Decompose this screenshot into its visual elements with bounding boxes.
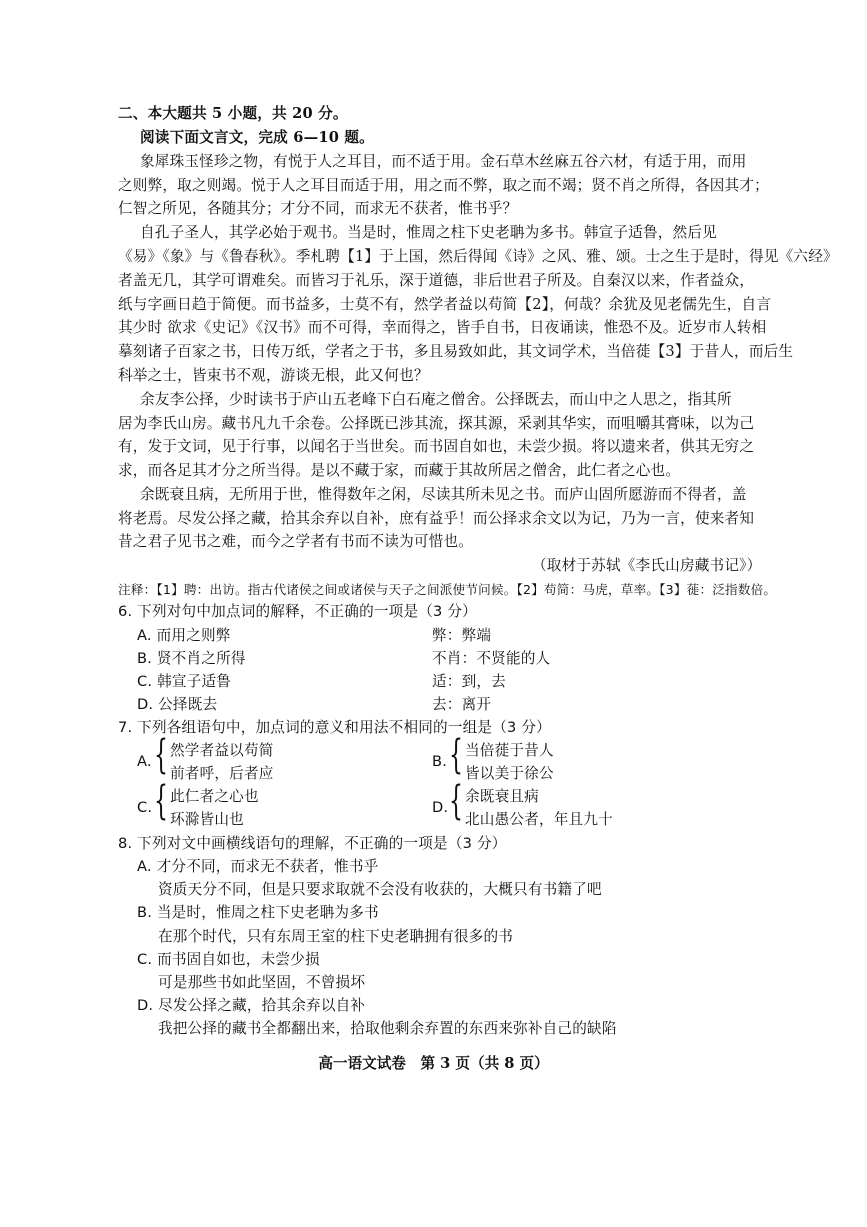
passage-line: 象犀珠玉怪珍之物，有悦于人之耳目，而不适于用。金石草木丝麻五谷六材，有适于用，而用 <box>140 153 747 170</box>
q7-option-a-line2: 前者呼，后者应 <box>170 765 274 782</box>
q6-option-c-gloss: 适：到，去 <box>432 673 506 690</box>
passage-line: 求，而各足其才分之所当得。是以不藏于家，而藏于其故所居之僧舍，此仁者之心也。 <box>118 462 681 479</box>
brace-icon: { <box>449 732 463 778</box>
q8-option-d: D. 尽发公择之藏，拾其余弃以自补 <box>137 997 366 1014</box>
q6-option-a-gloss: 弊：弊端 <box>432 627 492 644</box>
passage-line: 仁智之所见，各随其分；才分不同，而求无不获者，惟书乎？ <box>118 200 518 217</box>
q7-option-b-label: B. <box>432 753 448 770</box>
passage-line: 之则弊，取之则竭。悦于人之耳目而适于用，用之而不弊，取之而不竭；贤不肖之所得，各因其才； <box>118 177 769 194</box>
brace-icon: { <box>154 778 168 824</box>
q8-option-b: B. 当是时，惟周之柱下史老聃为多书 <box>137 904 379 921</box>
q7-option-c-label: C. <box>137 799 153 816</box>
passage-line: 居为李氏山房。藏书凡九千余卷。公择既已涉其流，探其源，采剥其华实，而咀嚼其膏味，以为己 <box>118 415 755 432</box>
q7-option-a-label: A. <box>137 753 152 770</box>
passage-line: 昔之君子见书之难，而今之学者有书而不读为可惜也。 <box>118 533 474 550</box>
source-citation: （取材于苏轼《李氏山房藏书记》） <box>532 557 762 574</box>
q8-option-a: A. 才分不同，而求无不获者，惟书乎 <box>137 858 379 875</box>
passage-line: 有，发于文词，见于行事，以闻名于当世矣。而书固自如也，未尝少损。将以遗来者，供其无穷之 <box>118 438 755 455</box>
q8-stem: 8. 下列对文中画横线语句的理解，不正确的一项是（3 分） <box>118 835 507 852</box>
q8-option-b-translation: 在那个时代，只有东周王室的柱下史老聃拥有很多的书 <box>158 928 514 945</box>
q7-option-d-line2: 北山愚公者，年且九十 <box>465 811 613 828</box>
q7-option-a-line1: 然学者益以苟简 <box>170 742 274 759</box>
passage-line: 余友李公择，少时读书于庐山五老峰下白石庵之僧舍。公择既去，而山中之人思之，指其所 <box>140 391 732 408</box>
q8-option-c-translation: 可是那些书如此坚固，不曾损坏 <box>158 974 366 991</box>
q7-option-d-label: D. <box>432 799 449 816</box>
brace-icon: { <box>154 732 168 778</box>
passage-line: 摹刻诸子百家之书，日传万纸，学者之于书，多且易致如此，其文词学术，当倍蓰【3】于昔人，而后生 <box>118 343 794 360</box>
q6-option-d-gloss: 去：离开 <box>432 696 492 713</box>
q6-option-a: A. 而用之则弊 <box>137 627 231 644</box>
instruction: 阅读下面文言文，完成 6—10 题。 <box>140 129 374 146</box>
q7-option-c-line1: 此仁者之心也 <box>170 788 259 805</box>
q6-option-b: B. 贤不肖之所得 <box>137 650 246 667</box>
q6-option-c: C. 韩宣子适鲁 <box>137 673 232 690</box>
passage-line: 将老焉。尽发公择之藏，拾其余弃以自补，庶有益乎！而公择求余文以为记，乃为一言，使来者知 <box>118 510 755 527</box>
q7-option-d-line1: 余既衰且病 <box>465 788 539 805</box>
q7-option-b-line1: 当倍蓰于昔人 <box>465 742 554 759</box>
passage-line: 其少时 欲求《史记》《汉书》而不可得，幸而得之，皆手自书，日夜诵读，惟恐不及。近岁市人转相 <box>118 319 767 336</box>
q6-option-b-gloss: 不肖：不贤能的人 <box>432 650 551 667</box>
q7-stem: 7. 下列各组语句中，加点词的意义和用法不相同的一组是（3 分） <box>118 719 551 736</box>
brace-icon: { <box>449 778 463 824</box>
page-footer: 高一语文试卷 第 3 页（共 8 页） <box>318 1055 549 1072</box>
q7-option-b-line2: 皆以美于徐公 <box>465 765 554 782</box>
section-heading: 二、本大题共 5 小题，共 20 分。 <box>118 105 348 122</box>
q6-stem: 6. 下列对句中加点词的解释，不正确的一项是（3 分） <box>118 603 477 620</box>
q6-option-d: D. 公择既去 <box>137 696 218 713</box>
passage-line: 者盖无几，其学可谓难矣。而皆习于礼乐，深于道德，非后世君子所及。自秦汉以来，作者益众， <box>118 272 755 289</box>
q8-option-a-translation: 资质天分不同，但是只要求取就不会没有收获的，大概只有书籍了吧 <box>158 881 602 898</box>
q8-option-c: C. 而书固自如也，未尝少损 <box>137 951 320 968</box>
passage-line: 《易》《象》与《鲁春秋》。季札聘【1】于上国，然后得闻《诗》之风、雅、颂。士之生于是时，得见《六经》 <box>118 248 838 265</box>
passage-line: 科举之士，皆束书不观，游谈无根，此又何也？ <box>118 367 429 384</box>
passage-line: 纸与字画日趋于简便。而书益多，士莫不有，然学者益以苟简【2】，何哉？余犹及见老儒先生，自言 <box>118 296 772 313</box>
q8-option-d-translation: 我把公择的藏书全都翻出来，拾取他剩余弃置的东西来弥补自己的缺陷 <box>158 1020 617 1037</box>
q7-option-c-line2: 环滁皆山也 <box>170 811 244 828</box>
passage-line: 余既衰且病，无所用于世，惟得数年之闲，尽读其所未见之书。而庐山固所愿游而不得者，盖 <box>140 486 747 503</box>
footnotes: 注释：【1】聘：出访。指古代诸侯之间或诸侯与天子之间派使节问候。【2】苟简：马虎，草率。【3】蓰：泛指数倍。 <box>118 582 777 597</box>
passage-line: 自孔子圣人，其学必始于观书。当是时，惟周之柱下史老聃为多书。韩宣子适鲁，然后见 <box>140 224 717 241</box>
